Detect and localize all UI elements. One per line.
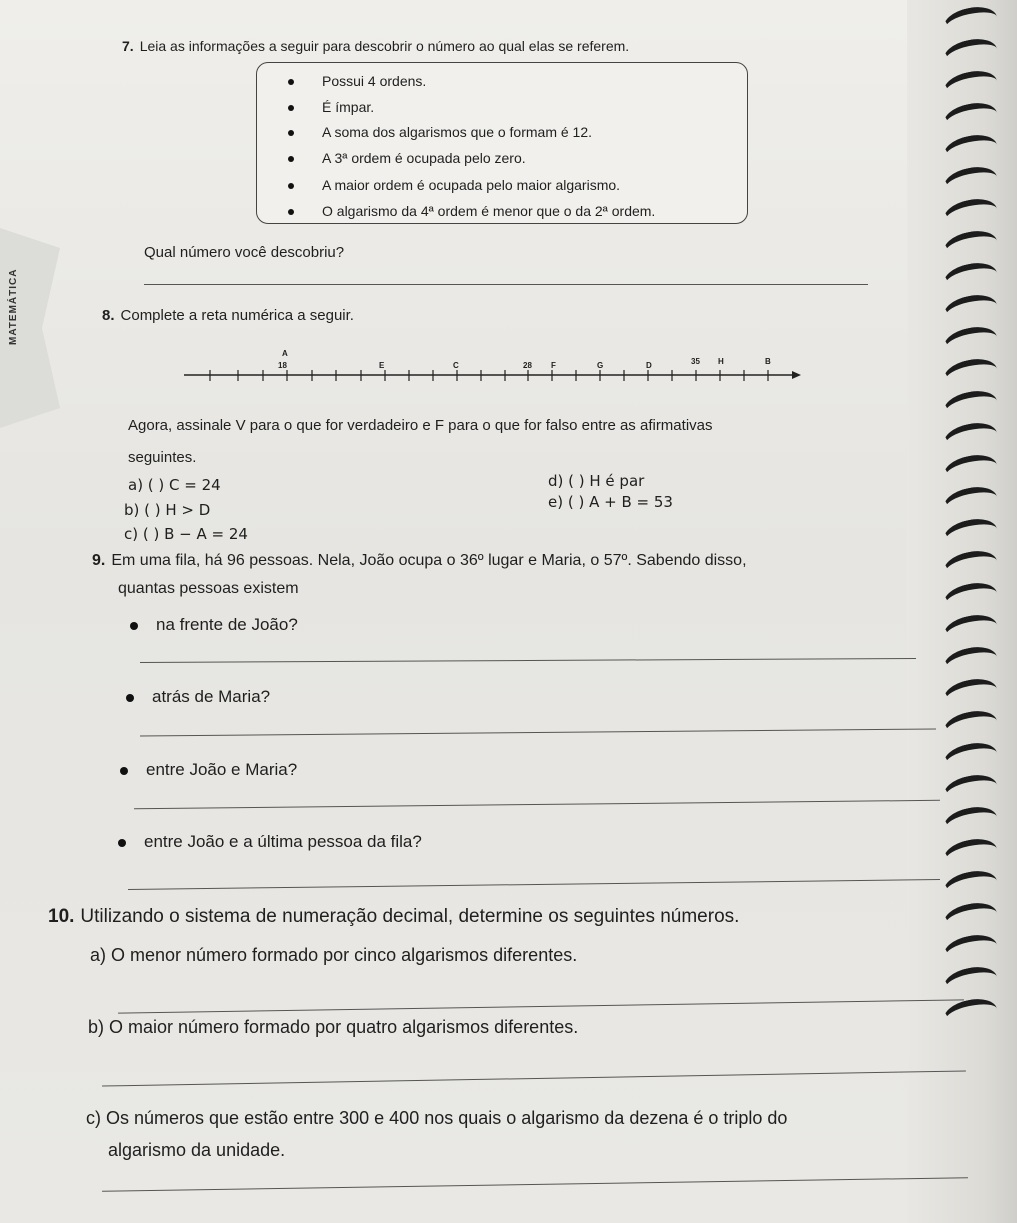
number-line xyxy=(180,345,805,385)
number-line-label: 18 xyxy=(278,361,287,370)
q8-item-d[interactable]: d) ( ) H é par xyxy=(548,472,645,490)
q8-prompt: Complete a reta numérica a seguir. xyxy=(120,307,354,324)
q7-question: Qual número você descobriu? xyxy=(144,244,345,261)
side-tab-label xyxy=(8,315,19,345)
q8-header xyxy=(102,307,354,324)
number-line-label: B xyxy=(765,357,771,366)
q10-answer-line[interactable] xyxy=(102,1070,966,1086)
q9-number: 9. xyxy=(92,552,106,569)
number-line-label: E xyxy=(379,361,385,370)
number-line-label: G xyxy=(597,361,604,370)
q8-number: 8. xyxy=(102,307,115,324)
q9-answer-line[interactable] xyxy=(128,879,940,890)
number-line-svg xyxy=(180,345,805,385)
q7-clue: É ímpar. xyxy=(322,99,375,115)
q8-instruction: Agora, assinale V para o que for verdadeiro e F para o que for falso entre as afirmativas xyxy=(128,417,713,434)
q9-answer-line[interactable] xyxy=(140,729,936,737)
q9-answer-line[interactable] xyxy=(140,658,916,663)
q7-clue: O algarismo da 4ª ordem é menor que o da 2ª ordem. xyxy=(322,203,656,219)
q10-item-b: b) O maior número formado por quatro algarismos diferentes. xyxy=(88,1017,579,1037)
spiral-binding xyxy=(907,0,1017,1223)
q8-instruction-cont: seguintes. xyxy=(128,449,197,466)
q7-clue: Possui 4 ordens. xyxy=(322,73,427,89)
q9-prompt: Em uma fila, há 96 pessoas. Nela, João ocupa o 36º lugar e Maria, o 57º. Sabendo disso, xyxy=(111,552,747,569)
q10-number: 10. xyxy=(48,906,75,927)
q7-clue: A soma dos algarismos que o formam é 12. xyxy=(322,124,593,140)
q10-header xyxy=(48,906,739,928)
q10-answer-line[interactable] xyxy=(118,999,964,1013)
q9-prompt-cont: quantas pessoas existem xyxy=(118,580,299,597)
q9-item: entre João e a última pessoa da fila? xyxy=(144,832,422,851)
q7-clue: A 3ª ordem é ocupada pelo zero. xyxy=(322,150,526,166)
q8-item-a[interactable]: a) ( ) C = 24 xyxy=(128,476,221,494)
number-line-label: F xyxy=(551,361,556,370)
number-line-label: H xyxy=(718,357,724,366)
number-line-label: D xyxy=(646,361,652,370)
q10-answer-line[interactable] xyxy=(102,1177,968,1192)
number-line-label: 35 xyxy=(691,357,700,366)
number-line-label: 28 xyxy=(523,361,532,370)
q9-item: na frente de João? xyxy=(156,615,298,634)
q7-answer-line[interactable] xyxy=(144,284,868,285)
q10-item-a: a) O menor número formado por cinco algarismos diferentes. xyxy=(90,945,578,965)
q7-header xyxy=(122,38,629,54)
q10-item-c: c) Os números que estão entre 300 e 400 nos quais o algarismo da dezena é o triplo do xyxy=(86,1108,788,1128)
q9-item: atrás de Maria? xyxy=(152,687,271,706)
q9-header xyxy=(92,552,747,570)
q10-prompt: Utilizando o sistema de numeração decimal, determine os seguintes números. xyxy=(80,906,740,927)
number-line-label: C xyxy=(453,361,459,370)
q8-item-c[interactable]: c) ( ) B − A = 24 xyxy=(124,525,248,543)
q8-item-b[interactable]: b) ( ) H > D xyxy=(124,501,211,519)
q8-item-e[interactable]: e) ( ) A + B = 53 xyxy=(548,493,673,511)
number-line-label: A xyxy=(282,349,288,358)
q9-item: entre João e Maria? xyxy=(146,760,298,779)
q7-prompt: Leia as informações a seguir para descobrir o número ao qual elas se referem. xyxy=(139,38,630,54)
q7-number: 7. xyxy=(122,38,134,54)
q10-item-c-cont: algarismo da unidade. xyxy=(108,1140,286,1160)
q7-clue: A maior ordem é ocupada pelo maior algarismo. xyxy=(322,177,621,193)
q9-answer-line[interactable] xyxy=(134,800,940,809)
